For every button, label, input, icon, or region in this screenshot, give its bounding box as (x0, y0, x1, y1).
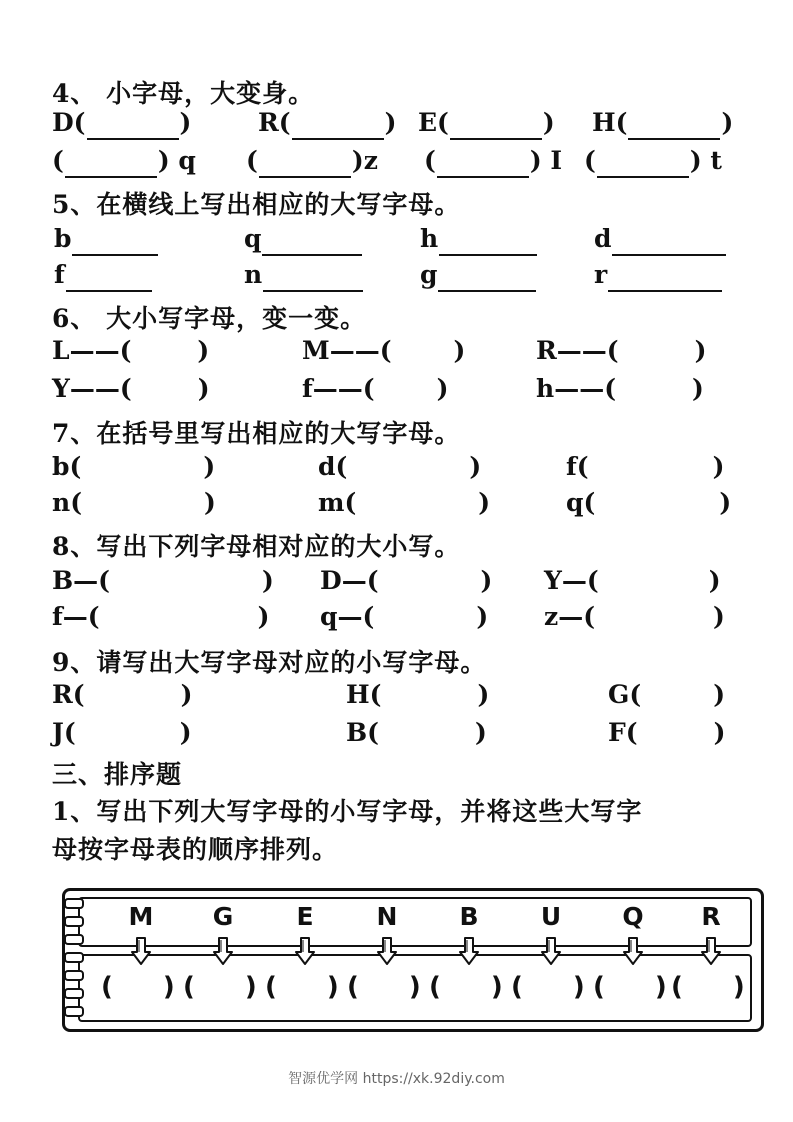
q4-letter: q (178, 146, 196, 175)
q7-item-6: q( ) (566, 488, 732, 517)
answer-line[interactable] (438, 264, 536, 292)
q5-item-3 (420, 222, 538, 256)
q9-item-4: J( ) (52, 718, 192, 747)
q5-item-6 (244, 258, 364, 292)
q6-item-2: M——( ) (302, 336, 466, 365)
q7-item-3: f( ) (566, 452, 725, 481)
q4-item-2: R( ) (258, 106, 396, 140)
q4-title: 4、 小字母，大变身。 (52, 79, 315, 108)
spiral-ring-icon (64, 1006, 84, 1017)
q4-letter: t (710, 146, 722, 175)
answer-blank[interactable] (259, 150, 351, 178)
q5-title: 5、在横线上写出相应的大写字母。 (52, 190, 461, 219)
answer-line[interactable] (66, 264, 152, 292)
spiral-ring-icon (64, 952, 84, 963)
q9-letter: F (608, 718, 626, 747)
answer-line[interactable] (439, 228, 537, 256)
q8-letter: D (320, 566, 342, 595)
q9-title: 9、请写出大写字母对应的小写字母。 (52, 648, 487, 677)
q5-letter: q (244, 224, 262, 253)
q9-row-1 (0, 678, 793, 712)
q4-letter: D( (52, 108, 86, 137)
q6-letter: h (536, 374, 555, 403)
q4-letter: I (550, 146, 563, 175)
q4-item-7: ( ) I (424, 144, 562, 178)
spiral-ring-icon (64, 898, 84, 909)
q7-row-1 (0, 450, 793, 484)
q6-letter: R (536, 336, 557, 365)
q6-item-6: h——( ) (536, 374, 704, 403)
q4-row-2 (0, 144, 793, 178)
q9-item-5: B( ) (346, 718, 487, 747)
q8-letter: B (52, 566, 74, 595)
uppercase-letter: B (459, 902, 479, 931)
q4-item-3: E( ) (418, 106, 555, 140)
q9-row-2 (0, 716, 793, 750)
q8-letter: z (544, 602, 559, 631)
q8-item-1: B—( ) (52, 566, 274, 595)
q4-letter: z (363, 146, 378, 175)
ordering-question-line-2: 母按字母表的顺序排列。 (52, 835, 339, 864)
answer-blank[interactable] (437, 150, 529, 178)
q7-item-4: n( ) (52, 488, 216, 517)
q8-item-3: Y—( ) (544, 566, 721, 595)
uppercase-letter: N (376, 902, 398, 931)
q7-item-1: b( ) (52, 452, 216, 481)
q5-item-7 (420, 258, 537, 292)
q6-row-1 (0, 334, 793, 368)
down-arrow-icon (131, 937, 151, 965)
q5-row-1 (0, 222, 793, 256)
q5-row-2 (0, 258, 793, 292)
q7-item-2: d( ) (318, 452, 482, 481)
uppercase-letter: Q (622, 902, 644, 931)
q9-letter: H (346, 680, 370, 709)
q7-title: 7、在括号里写出相应的大写字母。 (52, 419, 461, 448)
q8-item-5: q—( ) (320, 602, 489, 631)
answer-line[interactable] (263, 264, 363, 292)
q6-item-1: L——( ) (52, 336, 210, 365)
q7-letter: d (318, 452, 336, 481)
q8-letter: q (320, 602, 338, 631)
uppercase-letter: R (701, 902, 721, 931)
down-arrow-icon (623, 937, 643, 965)
answer-blank[interactable] (597, 150, 689, 178)
q6-letter: Y (52, 374, 70, 403)
q6-item-5: f——( ) (302, 374, 449, 403)
q7-row-2 (0, 486, 793, 520)
q4-item-4: H( ) (592, 106, 733, 140)
q6-title: 6、 大小写字母，变一变。 (52, 304, 367, 333)
uppercase-letter: U (540, 902, 562, 931)
q8-row-1 (0, 564, 793, 598)
q9-letter: J (52, 718, 64, 747)
answer-paren-slot[interactable]: ( ) (593, 972, 667, 1002)
q9-item-1: R( ) (52, 680, 193, 709)
answer-line[interactable] (262, 228, 362, 256)
uppercase-letter-strip (78, 897, 752, 947)
q5-item-1 (54, 222, 159, 256)
down-arrow-icon (213, 937, 233, 965)
down-arrow-icon (459, 937, 479, 965)
q5-item-5 (54, 258, 153, 292)
q7-letter: n (52, 488, 71, 517)
answer-paren-slot[interactable]: ( ) (429, 972, 503, 1002)
q8-item-6: z—( ) (544, 602, 725, 631)
q8-row-2 (0, 600, 793, 634)
answer-blank[interactable] (87, 112, 179, 140)
answer-paren-slot[interactable]: ( ) (511, 972, 585, 1002)
q4-item-8: ( ) t (584, 144, 722, 178)
q5-letter: n (244, 260, 263, 289)
q6-letter: M (302, 336, 330, 365)
q6-row-2 (0, 372, 793, 406)
q4-item-1: D( ) (52, 106, 191, 140)
q7-letter: b (52, 452, 70, 481)
q4-item-5: ( ) q (52, 144, 196, 178)
answer-paren-slot[interactable]: ( ) (265, 972, 339, 1002)
down-arrow-icon (541, 937, 561, 965)
q6-letter: f (302, 374, 313, 403)
q8-letter: Y (544, 566, 562, 595)
q6-letter: L (52, 336, 70, 365)
answer-paren-slot[interactable]: ( ) (671, 972, 745, 1002)
q5-item-2 (244, 222, 363, 256)
q9-item-2: H( ) (346, 680, 490, 709)
q6-item-4: Y——( ) (52, 374, 210, 403)
q5-letter: r (594, 260, 608, 289)
spiral-ring-icon (64, 934, 84, 945)
down-arrow-icon (295, 937, 315, 965)
q6-item-3: R——( ) (536, 336, 707, 365)
uppercase-letter: E (296, 902, 314, 931)
down-arrow-icon (701, 937, 721, 965)
q7-letter: m (318, 488, 345, 517)
q5-item-4 (594, 222, 727, 256)
q9-letter: B (346, 718, 368, 747)
spiral-ring-icon (64, 916, 84, 927)
q8-title: 8、写出下列字母相对应的大小写。 (52, 532, 461, 561)
q5-letter: h (420, 224, 439, 253)
q9-letter: R (52, 680, 73, 709)
q8-item-4: f—( ) (52, 602, 270, 631)
q7-letter: f (566, 452, 577, 481)
q5-letter: f (54, 260, 65, 289)
q7-item-5: m( ) (318, 488, 491, 517)
answer-line[interactable] (608, 264, 722, 292)
answer-blank[interactable] (292, 112, 384, 140)
q4-row-1 (0, 106, 793, 140)
uppercase-letter: M (128, 902, 154, 931)
q5-letter: b (54, 224, 72, 253)
answer-line[interactable] (72, 228, 158, 256)
q4-letter: H( (592, 108, 628, 137)
q8-item-2: D—( ) (320, 566, 493, 595)
answer-blank[interactable] (628, 112, 720, 140)
answer-paren-slot[interactable]: ( ) (101, 972, 175, 1002)
q9-item-6: F( ) (608, 718, 726, 747)
answer-blank[interactable] (65, 150, 157, 178)
q8-letter: f (52, 602, 63, 631)
q4-item-6: ( )z (246, 144, 378, 178)
down-arrow-icon (377, 937, 397, 965)
spiral-ring-icon (64, 970, 84, 981)
spiral-ring-icon (64, 988, 84, 999)
q5-item-8 (594, 258, 723, 292)
q4-letter: E( (418, 108, 449, 137)
answer-paren-slot[interactable]: ( ) (347, 972, 421, 1002)
answer-blank[interactable] (450, 112, 542, 140)
uppercase-letter: G (212, 902, 234, 931)
q9-item-3: G( ) (608, 680, 726, 709)
q7-letter: q (566, 488, 584, 517)
answer-paren-slot[interactable]: ( ) (183, 972, 257, 1002)
q9-letter: G (608, 680, 630, 709)
answer-line[interactable] (612, 228, 726, 256)
section-three-title: 三、排序题 (52, 760, 183, 789)
footer-watermark: 智源优学网 https://xk.92diy.com (288, 1071, 505, 1087)
ordering-question-line-1: 1、写出下列大写字母的小写字母，并将这些大写字 (52, 797, 643, 826)
q5-letter: d (594, 224, 612, 253)
q5-letter: g (420, 260, 438, 289)
q4-letter: R( (258, 108, 291, 137)
